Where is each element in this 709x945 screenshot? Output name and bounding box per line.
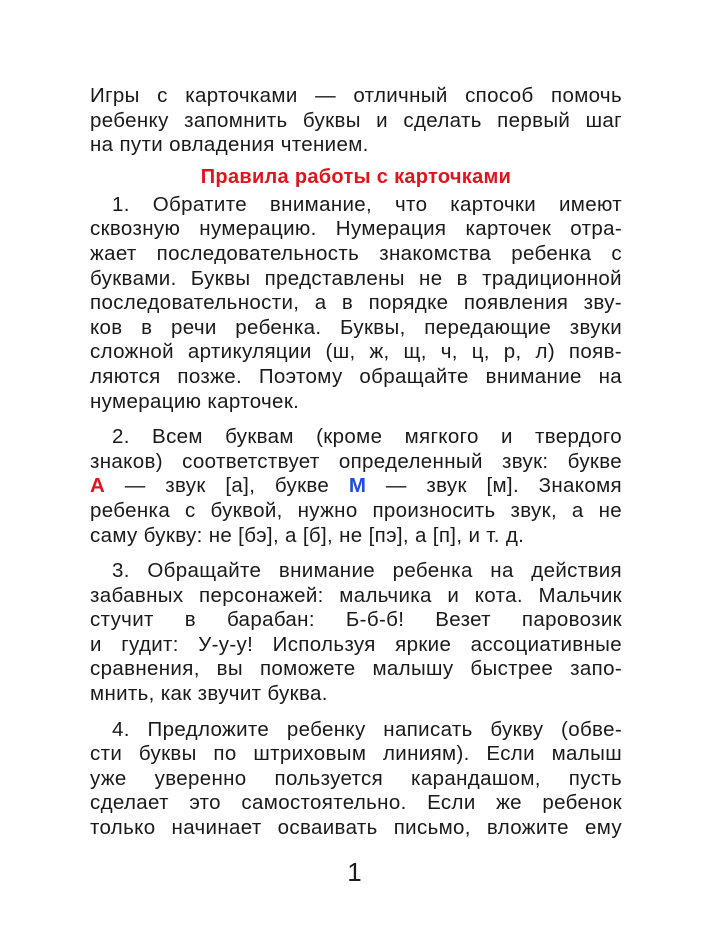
highlighted-letter-m: М <box>348 474 367 498</box>
rule4-line-1: 4. Предложите ребенку написать букву (обве- <box>112 717 622 741</box>
intro-line-3: на пути овладения чтением. <box>90 133 369 157</box>
rule2-line-2: знаков) соответствует определенный звук: букве <box>90 449 622 473</box>
paragraph-gap <box>90 548 622 559</box>
rule1-line-6: ков в речи ребенка. Буквы, передающие звуки <box>90 315 622 339</box>
paragraph-gap <box>90 414 622 425</box>
rule4-line-5: только начинает осваивать письмо, вложите ему <box>90 816 622 840</box>
rule4-line-3: уже уверенно пользуется карандашом, пусть <box>90 766 622 790</box>
page-number: 1 <box>347 857 362 887</box>
rule1-line-8: ляются позже. Поэтому обращайте внимание на <box>90 364 622 388</box>
rule1-line-4: буквами. Буквы представлены не в традиционной <box>90 266 622 290</box>
paragraph-gap <box>90 707 622 718</box>
rule3-line-2: забавных персонажей: мальчика и кота. Мальчик <box>90 583 622 607</box>
rule-paragraph-1 <box>90 193 622 414</box>
rule2-line-3 <box>90 474 622 499</box>
rule2-line-5: саму букву: не [бэ], а [б], не [пэ], а [п], и т. д. <box>90 523 525 547</box>
rule-paragraph-2 <box>90 425 622 548</box>
rule1-line-1: 1. Обратите внимание, что карточки имеют <box>112 192 622 216</box>
rule-paragraph-3 <box>90 559 622 707</box>
rule4-line-2: сти буквы по штриховым линиям). Если малыш <box>90 742 622 766</box>
rule1-line-2: сквозную нумерацию. Нумерация карточек отра- <box>90 217 622 241</box>
rule4-line-4: сделает это самостоятельно. Если же ребенок <box>90 791 622 815</box>
intro-paragraph <box>90 84 622 158</box>
rule2-line-1: 2. Всем буквам (кроме мягкого и твердого <box>112 425 622 449</box>
highlighted-letter-a: А <box>90 474 106 498</box>
document-page <box>90 84 622 841</box>
rule3-line-4: и гудит: У-у-у! Используя яркие ассоциативные <box>90 632 622 656</box>
rule3-line-5: сравнения, вы поможете малышу быстрее запо- <box>90 657 622 681</box>
intro-line-2: ребенку запомнить буквы и сделать первый шаг <box>90 108 622 132</box>
rule2-line-3-part-1: — звук [а], букве <box>105 474 349 498</box>
rule2-line-3-part-2: — звук [м]. Знакомя <box>366 474 622 498</box>
rule1-line-7: сложной артикуляции (ш, ж, щ, ч, ц, р, л) появ- <box>90 340 622 364</box>
rule1-line-3: жает последовательность знакомства ребенка с <box>90 241 622 265</box>
rule1-line-5: последовательности, а в порядке появления зву- <box>90 291 622 315</box>
rule3-line-3: стучит в барабан: Б-б-б! Везет паровозик <box>90 608 622 632</box>
intro-line-1: Игры с карточками — отличный способ помочь <box>90 84 622 107</box>
rule3-line-1: 3. Обращайте внимание ребенка на действия <box>112 559 622 583</box>
rule-paragraph-4 <box>90 718 622 841</box>
rule2-line-4: ребенка с буквой, нужно произносить звук, а не <box>90 498 622 522</box>
rule1-line-9: нумерацию карточек. <box>90 389 300 413</box>
rule3-line-6: мнить, как звучит буква. <box>90 682 328 706</box>
section-heading: Правила работы с карточками <box>200 165 512 188</box>
